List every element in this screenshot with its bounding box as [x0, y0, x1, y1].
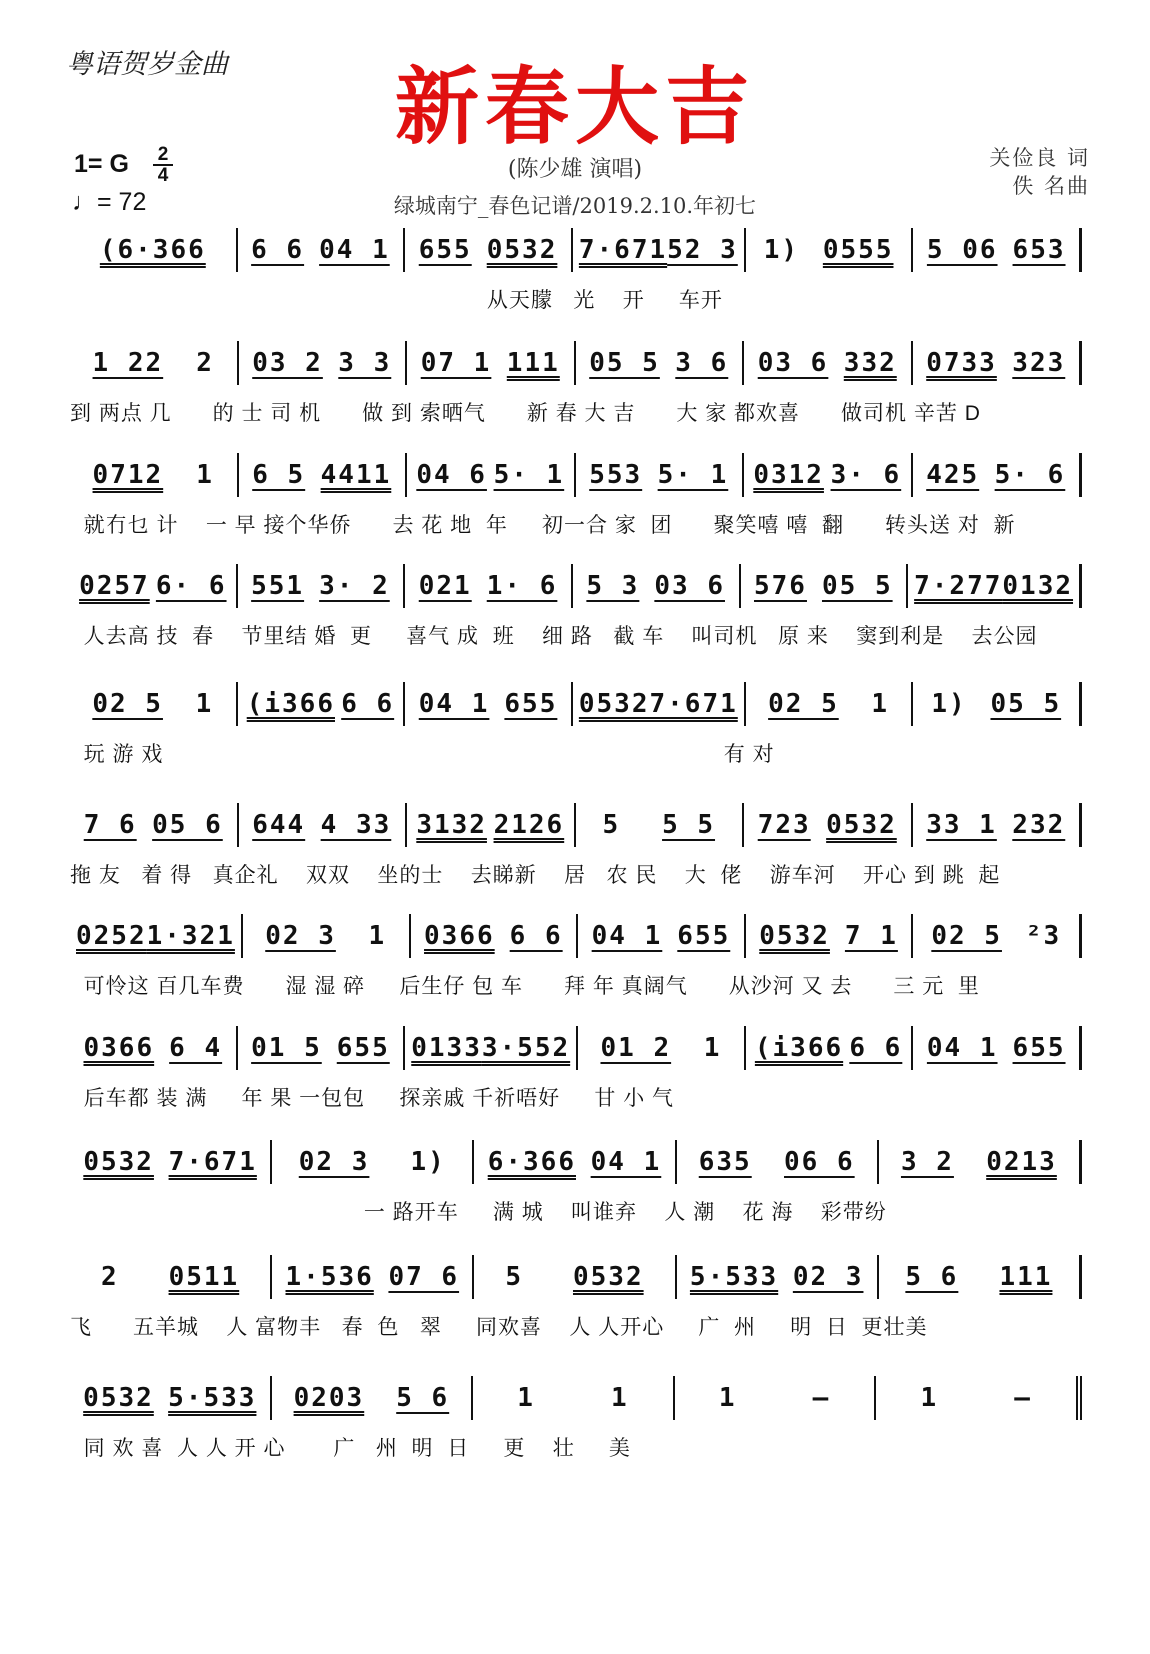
note-group: 5 5	[662, 810, 716, 840]
note-group: 655	[504, 689, 558, 719]
note-group: 04 1	[926, 1033, 998, 1063]
note-group: 2	[196, 348, 214, 378]
note-group: 2126	[493, 810, 565, 840]
measure	[239, 341, 408, 385]
note-group: 6·366	[487, 1147, 576, 1177]
measure	[411, 914, 579, 958]
lyrics-line: 飞 五羊城 人 富物丰 春 色 翠 同欢喜 人 人开心 广 州 明 日 更壮美	[70, 1316, 928, 1339]
measure	[746, 228, 914, 272]
note-group: 1	[871, 689, 890, 719]
note-group: 1	[196, 460, 214, 490]
genre-label: 粤语贺岁金曲	[66, 49, 228, 80]
lyrics-line: 到 两点 几 的 士 司 机 做 到 索晒气 新 春 大 吉 大 家 都欢喜 做司机 辛苦 D	[70, 402, 981, 425]
measure	[70, 1026, 238, 1070]
note-group: 6 4	[169, 1033, 223, 1063]
note-group: 52 3	[667, 235, 738, 265]
note-group: 7·277	[914, 571, 1003, 601]
score-system	[70, 335, 1082, 445]
note-group: 1)	[931, 689, 967, 719]
score-system	[70, 558, 1082, 668]
note-group: 5· 1	[657, 460, 729, 490]
note-group: 7 1	[844, 921, 898, 951]
note-group: 4 33	[320, 810, 392, 840]
measure	[70, 1255, 272, 1299]
note-group: 0532	[83, 1147, 154, 1177]
measure	[405, 228, 573, 272]
measure	[913, 682, 1082, 726]
note-group: 04 1	[418, 689, 490, 719]
measure	[913, 914, 1082, 958]
measure	[913, 228, 1082, 272]
note-group: 2	[100, 1262, 119, 1292]
note-group: 111	[506, 348, 560, 378]
lyricist-credit: 关俭良 词	[989, 146, 1090, 170]
measure	[576, 453, 745, 497]
measure	[913, 1026, 1082, 1070]
note-group: 655	[1012, 1033, 1066, 1063]
note-group: 6 6	[509, 921, 563, 951]
note-group: 1	[517, 1383, 535, 1413]
measure	[744, 341, 913, 385]
note-group: 05 5	[990, 689, 1062, 719]
note-group: 0257	[79, 571, 150, 601]
note-group: 3· 2	[319, 571, 390, 601]
note-group: 1	[195, 689, 214, 719]
lyrics-line: 玩 游 戏 有 对	[70, 743, 775, 766]
measure	[70, 228, 238, 272]
note-group: 5	[505, 1262, 524, 1292]
measure	[70, 564, 238, 608]
measure	[746, 682, 914, 726]
note-group: 0532	[578, 689, 650, 719]
measure	[474, 1140, 676, 1184]
note-group: 6 6	[341, 689, 395, 719]
measure	[744, 803, 913, 847]
meter-bottom: 4	[157, 165, 169, 186]
note-group: –	[1014, 1383, 1032, 1413]
note-group: 07 6	[388, 1262, 460, 1292]
note-group: 655	[418, 235, 472, 265]
note-group: 5 3	[586, 571, 640, 601]
note-group: 7·671	[578, 235, 668, 265]
note-group: 33 1	[926, 810, 997, 840]
note-group: 655	[677, 921, 731, 951]
note-group: ²3	[1025, 921, 1062, 951]
performer-credit: (陈少雄 演唱)	[507, 157, 643, 182]
note-group: 655	[336, 1033, 390, 1063]
note-group: 0312	[753, 460, 824, 490]
note-group: 723	[757, 810, 811, 840]
note-group: 0132	[1002, 571, 1074, 601]
note-group: 05 5	[821, 571, 893, 601]
measure	[272, 1140, 474, 1184]
measure	[675, 1376, 877, 1420]
note-group: 03 6	[654, 571, 725, 601]
song-title: 新春大吉	[394, 57, 755, 156]
key-signature: 1= G	[74, 150, 129, 178]
score-system	[70, 1134, 1082, 1244]
note-group: 02 5	[768, 689, 839, 719]
note-group: 1)	[410, 1147, 446, 1177]
note-group: 1	[368, 921, 387, 951]
note-group: 323	[1012, 348, 1066, 378]
note-group: 7·671	[168, 1147, 257, 1177]
note-group: 0712	[92, 460, 164, 490]
measure	[405, 682, 573, 726]
measure	[70, 914, 243, 958]
note-group: 6 5	[252, 460, 306, 490]
note-group: 6 6	[251, 235, 305, 265]
note-group: 3 2	[900, 1147, 954, 1177]
note-group: 6 6	[849, 1033, 903, 1063]
note-group: 0532	[826, 810, 897, 840]
note-group: 02 3	[298, 1147, 370, 1177]
note-group: 232	[1012, 810, 1066, 840]
note-group: 03 6	[757, 348, 829, 378]
note-group: 553	[589, 460, 643, 490]
note-group: 111	[999, 1262, 1053, 1292]
note-group: 3· 6	[830, 460, 902, 490]
measure	[407, 803, 576, 847]
measure	[70, 803, 239, 847]
measure	[238, 1026, 406, 1070]
note-group: 05 5	[589, 348, 660, 378]
measure	[473, 1376, 675, 1420]
note-group: 0532	[486, 235, 558, 265]
tempo-mark: ♩= 72	[72, 188, 147, 216]
note-group: 1·321	[146, 921, 235, 951]
note-group: 644	[252, 810, 306, 840]
measure	[239, 803, 408, 847]
measure	[913, 341, 1083, 385]
note-group: 01 5	[251, 1033, 322, 1063]
note-group: 02 3	[792, 1262, 864, 1292]
note-group: 0532	[83, 1383, 154, 1413]
note-group: 0366	[424, 921, 495, 951]
note-group: 02 5	[92, 689, 163, 719]
note-group: 5· 6	[994, 460, 1066, 490]
lyrics-line: 同 欢 喜 人 人 开 心 广 州 明 日 更 壮 美	[70, 1437, 631, 1460]
measure	[272, 1255, 474, 1299]
note-group: 1	[920, 1383, 939, 1413]
measure	[677, 1140, 879, 1184]
measure	[879, 1140, 1082, 1184]
score-system	[70, 222, 1082, 332]
note-group: 0133	[411, 1033, 482, 1063]
note-group: 1·536	[285, 1262, 374, 1292]
note-group: 7·671	[649, 689, 738, 719]
note-group: 5	[602, 810, 621, 840]
note-group: 653	[1012, 235, 1066, 265]
note-group: 05 6	[152, 810, 223, 840]
measure	[272, 1376, 474, 1420]
note-group: 0532	[759, 921, 830, 951]
measure	[746, 1026, 914, 1070]
measure	[238, 682, 406, 726]
score-system	[70, 1020, 1082, 1130]
measure	[239, 453, 408, 497]
measure	[70, 341, 239, 385]
note-group: 0532	[572, 1262, 644, 1292]
note-group: 06 6	[784, 1147, 855, 1177]
note-group: 7 6	[83, 810, 137, 840]
note-group: 3·552	[481, 1033, 571, 1063]
measure	[474, 1255, 676, 1299]
measure	[744, 453, 913, 497]
note-group: 01 2	[600, 1033, 672, 1063]
note-group: 332	[843, 348, 897, 378]
note-group: (6·366	[99, 235, 206, 265]
lyrics-line: 可怜这 百几车费 湿 湿 碎 后生仔 包 车 拜 年 真阔气 从沙河 又 去 三 元 里	[70, 975, 980, 998]
measure	[746, 914, 914, 958]
note-group: 0733	[926, 348, 997, 378]
score-system	[70, 447, 1082, 557]
measure	[70, 682, 238, 726]
lyrics-line: 拖 友 着 得 真企礼 双双 坐的士 去睇新 居 农 民 大 佬 游车河 开心 到 跳 起	[70, 864, 1001, 887]
measure	[407, 453, 576, 497]
measure	[573, 564, 741, 608]
note-group: 021	[418, 571, 472, 601]
transcriber-credit: 绿城南宁_春色记谱/2019.2.10.年初七	[393, 194, 757, 218]
note-group: 0213	[986, 1147, 1057, 1177]
measure	[879, 1255, 1082, 1299]
note-group: 5·533	[689, 1262, 779, 1292]
note-group: 04 1	[591, 921, 663, 951]
note-group: 1	[703, 1033, 722, 1063]
composer-credit: 佚 名曲	[1012, 174, 1090, 198]
measure	[876, 1376, 1082, 1420]
measure	[576, 341, 745, 385]
note-group: 5 6	[396, 1383, 450, 1413]
note-group: 5 06	[926, 235, 998, 265]
note-group: 1	[611, 1383, 629, 1413]
note-group: 0511	[168, 1262, 240, 1292]
note-group: 5 6	[905, 1262, 959, 1292]
note-group: 0252	[76, 921, 147, 951]
note-group: 3 3	[338, 348, 392, 378]
note-group: 635	[698, 1147, 752, 1177]
note-group: 576	[754, 571, 807, 601]
note-group: 0366	[83, 1033, 155, 1063]
note-group: 1· 6	[486, 571, 558, 601]
note-group: (i366	[754, 1033, 844, 1063]
measure	[908, 564, 1082, 608]
score-system	[70, 908, 1082, 1018]
measure	[243, 914, 411, 958]
note-group: 6· 6	[155, 571, 227, 601]
lyrics-line: 从天朦 光 开 车开	[70, 289, 723, 312]
measure	[913, 803, 1083, 847]
measure	[405, 564, 573, 608]
note-group: –	[812, 1383, 831, 1413]
measure	[405, 1026, 578, 1070]
note-group: 1	[718, 1383, 737, 1413]
measure	[70, 453, 239, 497]
score-system	[70, 1249, 1082, 1359]
measure	[238, 228, 406, 272]
lyrics-line: 人去高 技 春 节里结 婚 更 喜气 成 班 细 路 截 车 叫司机 原 来 窦到利是 去公园	[70, 625, 1038, 648]
note-group: 04 1	[319, 235, 390, 265]
measure	[576, 803, 745, 847]
note-group: 1)	[763, 235, 800, 265]
note-group: 0555	[822, 235, 894, 265]
measure	[238, 564, 406, 608]
measure	[741, 564, 909, 608]
lyrics-line: 一 路开车 满 城 叫谁弃 人 潮 花 海 彩带纷	[70, 1201, 887, 1224]
measure	[573, 228, 746, 272]
note-group: 3 6	[675, 348, 729, 378]
note-group: (i366	[246, 689, 335, 719]
meter-top: 2	[157, 144, 169, 165]
note-group: 07 1	[420, 348, 492, 378]
note-group: 1 22	[92, 348, 164, 378]
measure	[578, 1026, 746, 1070]
measure	[407, 341, 576, 385]
score-system	[70, 676, 1082, 786]
measure	[913, 453, 1083, 497]
score-system	[70, 1370, 1082, 1480]
note-group: 3132	[416, 810, 487, 840]
note-group: 02 3	[265, 921, 336, 951]
measure	[578, 914, 746, 958]
lyrics-line: 就冇乜 计 一 早 接个华侨 去 花 地 年 初一合 家 团 聚笑嘻 嘻 翻 转头送 对 新	[70, 514, 1016, 537]
note-group: 02 5	[931, 921, 1002, 951]
measure	[573, 682, 746, 726]
note-group: 551	[251, 571, 305, 601]
note-group: 03 2	[252, 348, 323, 378]
note-group: 0203	[293, 1383, 365, 1413]
note-group: 5·533	[168, 1383, 257, 1413]
measure	[70, 1376, 272, 1420]
note-group: 4411	[320, 460, 392, 490]
note-group: 04 6	[416, 460, 487, 490]
score-system	[70, 797, 1082, 907]
note-group: 5· 1	[493, 460, 565, 490]
note-group: 425	[926, 460, 980, 490]
measure	[70, 1140, 272, 1184]
measure	[677, 1255, 879, 1299]
note-group: 04 1	[590, 1147, 662, 1177]
lyrics-line: 后车都 装 满 年 果 一包包 探亲戚 千祈唔好 甘 小 气	[70, 1087, 675, 1110]
